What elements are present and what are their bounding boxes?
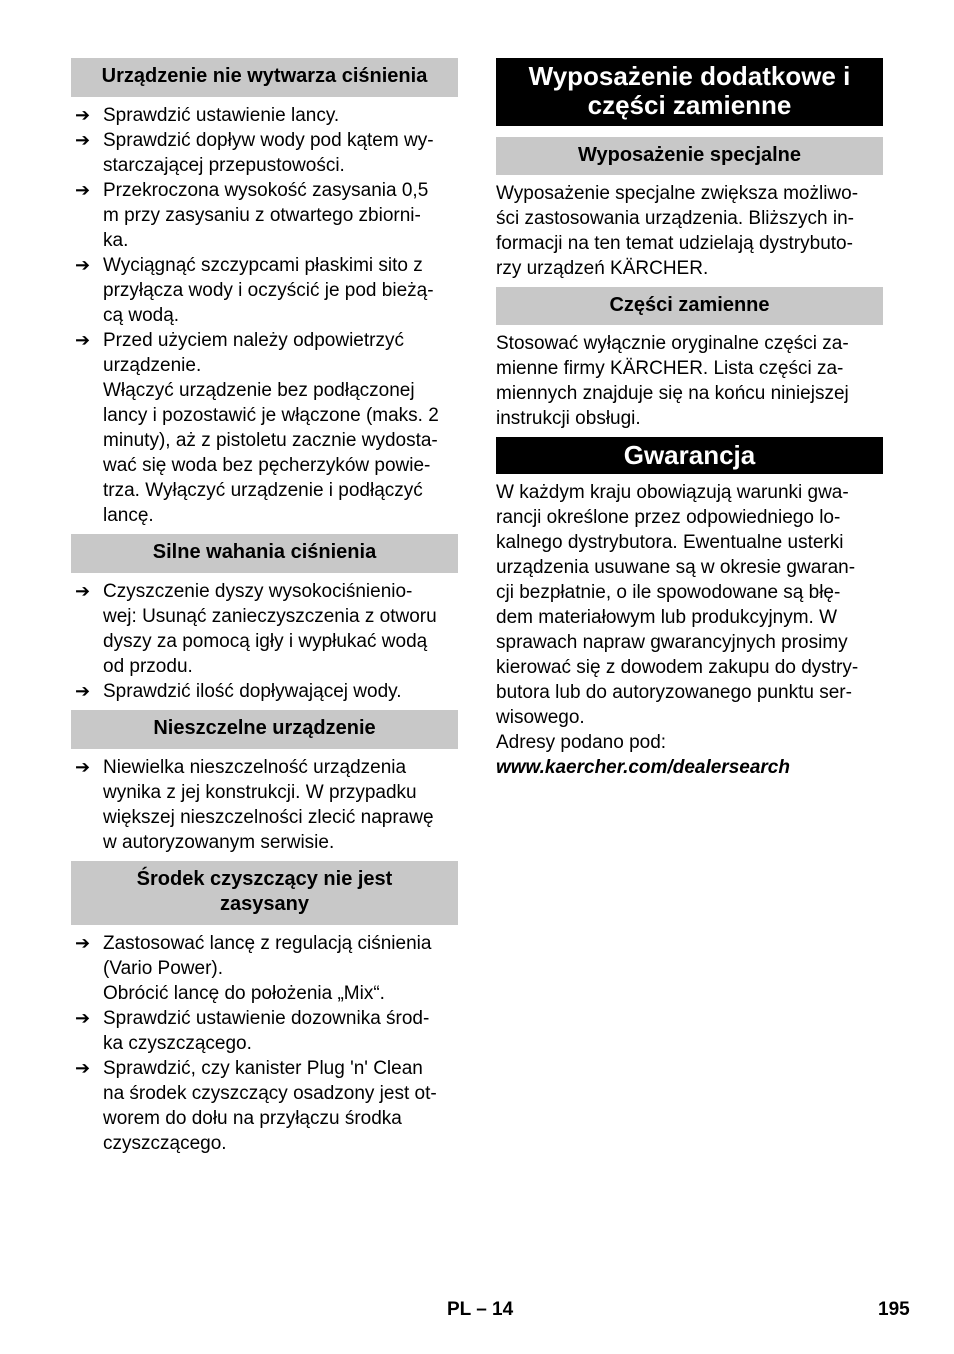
arrow-right-icon: ➔ xyxy=(75,1058,91,1078)
paragraph-special-accessories: Wyposażenie specjalne zwiększa możliwo- ści zastosowania urządzenia. Bliższych in- formacji na ten temat udzielają dystrybuto- rzy urządzeń KÄRCHER. xyxy=(496,183,859,279)
section-heading-spare-parts: Części zamienne xyxy=(496,287,883,325)
main-heading-warranty: Gwarancja xyxy=(496,437,883,474)
footer-language-page: PL – 14 xyxy=(447,1299,514,1320)
list-item: ➔ Zastosować lancę z regulacją ciśnienia (Vario Power). Obrócić lancę do położenia „Mix“. xyxy=(75,933,432,1004)
list-item: ➔ Czyszczenie dyszy wysokociśnienio- wej: Usunąć zanieczyszczenia z otworu dyszy za pomocą igły i wypłukać wodą od przodu. xyxy=(75,581,437,677)
arrow-right-icon: ➔ xyxy=(75,330,91,350)
arrow-right-icon: ➔ xyxy=(75,1008,91,1028)
section-heading-no-pressure: Urządzenie nie wytwarza ciśnienia xyxy=(71,58,458,97)
list-item: ➔ Sprawdzić, czy kanister Plug 'n' Clean na środek czyszczący osadzony jest ot- worem do dołu na przyłączu środka czyszczącego. xyxy=(75,1058,437,1154)
list-no-pressure xyxy=(71,103,458,528)
list-item: ➔ Przekroczona wysokość zasysania 0,5 m przy zasysaniu z otwartego zbiorni- ka. xyxy=(75,180,429,251)
section-heading-special-accessories: Wyposażenie specjalne xyxy=(496,137,883,175)
list-pressure-fluctuations xyxy=(71,579,458,704)
arrow-right-icon: ➔ xyxy=(75,681,91,701)
right-column xyxy=(496,58,883,780)
arrow-right-icon: ➔ xyxy=(75,933,91,953)
section-heading-pressure-fluctuations: Silne wahania ciśnienia xyxy=(71,534,458,573)
dealer-search-link[interactable]: www.kaercher.com/dealersearch xyxy=(496,757,790,778)
main-heading-accessories: Wyposażenie dodatkowe i części zamienne xyxy=(496,58,883,126)
list-item: ➔ Sprawdzić ustawienie dozownika środ- ka czyszczącego. xyxy=(75,1008,430,1054)
paragraph-warranty: W każdym kraju obowiązują warunki gwa- rancji określone przez odpowiedniego lo- kalnego dystrybutora. Ewentualne usterki urządzenia usuwane są w okresie gwaran- cji bezpłatnie, o ile spowodowane są błę- dem materiałowym lub produkcyjnym. W sprawach napraw gwarancyjnych prosimy kierować się z dowodem zakupu do dystry- butora lub do autoryzowanego punktu ser- wisowego. Adresy podano pod: www.kaercher.com/dealersearch xyxy=(496,480,883,780)
arrow-right-icon: ➔ xyxy=(75,105,91,125)
section-heading-detergent-not-sucked: Środek czyszczący nie jest zasysany xyxy=(71,861,458,925)
page-number: 195 xyxy=(878,1299,910,1320)
list-item: ➔ Sprawdzić ustawienie lancy. xyxy=(75,105,340,126)
arrow-right-icon: ➔ xyxy=(75,180,91,200)
list-item: ➔ Niewielka nieszczelność urządzenia wynika z jej konstrukcji. W przypadku większej nieszczelności zlecić naprawę w autoryzowanym serwisie. xyxy=(75,757,434,853)
paragraph-spare-parts: Stosować wyłącznie oryginalne części za- mienne firmy KÄRCHER. Lista części za- miennych znajduje się na końcu niniejszej instrukcji obsługi. xyxy=(496,333,849,429)
list-item: ➔ Wyciągnąć szczypcami płaskimi sito z przyłącza wody i oczyścić je pod bieżą- cą wodą. xyxy=(75,255,434,326)
section-heading-leaking-device: Nieszczelne urządzenie xyxy=(71,710,458,749)
arrow-right-icon: ➔ xyxy=(75,757,91,777)
arrow-right-icon: ➔ xyxy=(75,581,91,601)
arrow-right-icon: ➔ xyxy=(75,255,91,275)
list-item: ➔ Sprawdzić ilość dopływającej wody. xyxy=(75,681,402,702)
list-leaking-device xyxy=(71,755,458,855)
list-item: ➔ Sprawdzić dopływ wody pod kątem wy- starczającej przepustowości. xyxy=(75,130,434,176)
arrow-right-icon: ➔ xyxy=(75,130,91,150)
list-item: ➔ Przed użyciem należy odpowietrzyć urządzenie. Włączyć urządzenie bez podłączonej lancy i pozostawić je włączone (maks. 2 minuty), aż z pistoletu zacznie wydosta- wać się woda bez pęcherzyków powie- trza. Wyłączyć urządzenie i podłączyć lancę. xyxy=(75,330,439,526)
list-detergent-not-sucked xyxy=(71,931,458,1156)
left-column xyxy=(71,58,458,1156)
